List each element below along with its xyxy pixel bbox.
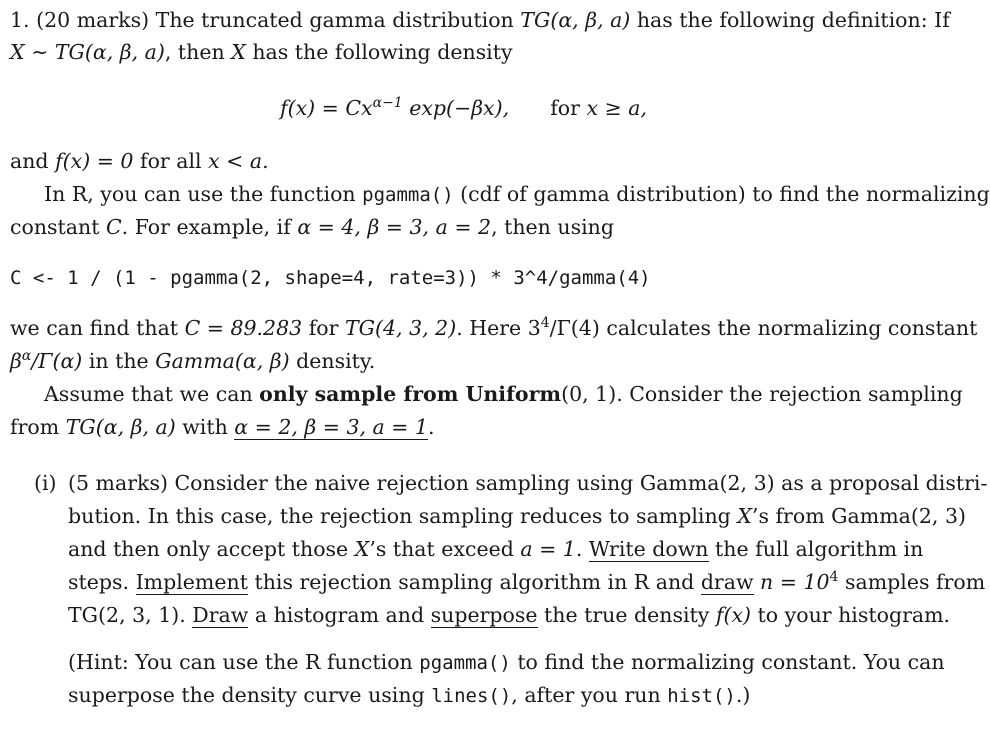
underlined-params: α = 2, β = 3, a = 1	[234, 415, 429, 439]
underlined-superpose: superpose	[430, 603, 538, 627]
tg-notation: TG(α, β, a)	[520, 8, 631, 32]
underlined-draw-2: Draw	[192, 603, 249, 627]
explain-line-1: we can find that C = 89.283 for TG(4, 3, 2). Here $3^4/\Gamma(4)$ calculates the normalizing constant	[10, 315, 978, 340]
underlined-implement: Implement	[135, 570, 248, 594]
r-intro-line: In R, you can use the function pgamma() (cdf of gamma distribution) to find the normalizing	[44, 182, 990, 206]
assume-line-2: from TG(α, β, a) with α = 2, β = 3, a = 1.	[10, 415, 435, 439]
intro-text-b: has the following definition: If	[630, 8, 950, 32]
problem-number: 1.	[10, 8, 30, 32]
part-i-line-2: bution. In this case, the rejection sampling reduces to sampling X’s from Gamma(2, 3)	[68, 504, 966, 528]
underlined-write-down: Write down	[588, 537, 709, 561]
problem-header-line	[10, 8, 950, 32]
density-condition: for	[550, 96, 587, 120]
hint-line-1: (Hint: You can use the R function pgamma() to find the normalizing constant. You can	[68, 650, 945, 674]
intro-text: The truncated gamma distribution	[155, 8, 521, 32]
r-intro-line-2: constant C. For example, if α = 4, β = 3, a = 2, then using	[10, 215, 614, 239]
bold-emphasis: only sample from Uniform	[259, 382, 562, 406]
part-i-line-5: TG(2, 3, 1). Draw a histogram and superpose the true density f(x) to your histogram.	[68, 603, 951, 627]
density-equation: $f(x) = Cx^{\alpha-1}$ exp(−βx), for x ≥ a,	[280, 95, 647, 120]
definition-line: X ∼ TG(α, β, a), then X has the following density	[10, 40, 513, 64]
density-zero-line: and f(x) = 0 for all x < a.	[10, 149, 269, 173]
part-i-line-4: steps. Implement this rejection sampling algorithm in R and draw $n = 10^4$ samples from	[68, 569, 986, 594]
inline-code-hist: hist()	[667, 685, 736, 707]
assume-line-1: Assume that we can only sample from Uniform(0, 1). Consider the rejection sampling	[44, 382, 963, 406]
code-block: C <- 1 / (1 - pgamma(2, shape=4, rate=3)) * 3^4/gamma(4)	[10, 267, 651, 289]
inline-code-lines: lines()	[431, 685, 512, 707]
x-var: X	[10, 40, 25, 64]
part-i-line-1: (5 marks) Consider the naive rejection sampling using Gamma(2, 3) as a proposal distri-	[68, 471, 988, 495]
inline-code-pgamma: pgamma()	[419, 652, 511, 674]
hint-line-2: superpose the density curve using lines(), after you run hist().)	[68, 683, 751, 707]
inline-code-pgamma: pgamma()	[362, 184, 454, 206]
part-i-line-3: and then only accept those X’s that exceed a = 1. Write down the full algorithm in	[68, 537, 924, 561]
part-i-label: (i)	[34, 471, 57, 495]
tg-notation: TG(α, β, a)	[54, 40, 165, 64]
underlined-draw: draw	[700, 570, 754, 594]
explain-line-2: $\beta^\alpha/\Gamma(\alpha)$ in the Gamma(α, β) density.	[10, 348, 376, 373]
problem-marks: (20 marks)	[36, 8, 150, 32]
